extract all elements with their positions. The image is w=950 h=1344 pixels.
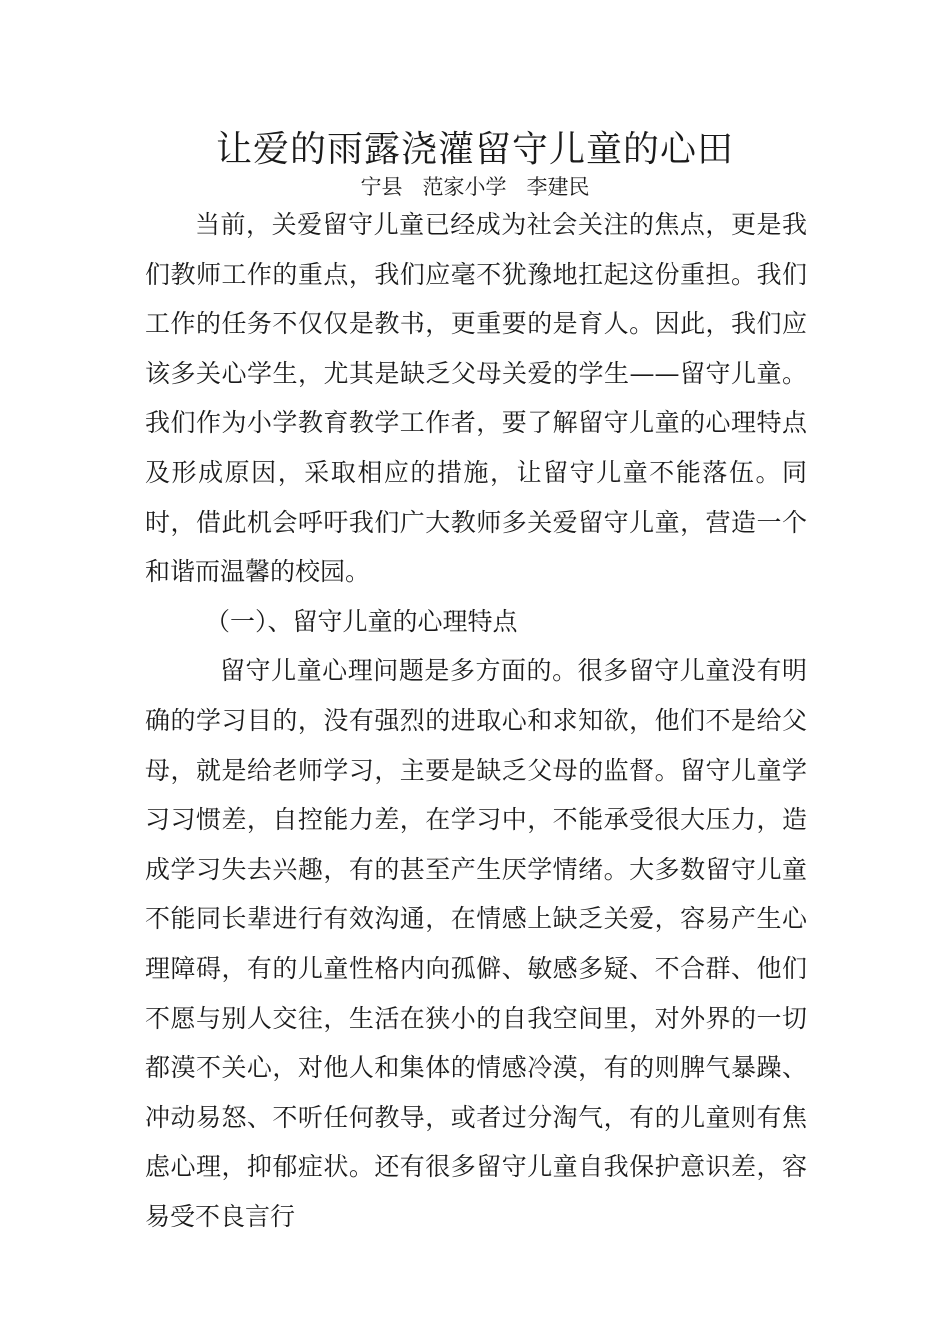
paragraph-intro: 当前，关爱留守儿童已经成为社会关注的焦点，更是我们教师工作的重点，我们应毫不犹豫地扛起这份重担。我们工作的任务不仅仅是教书，更重要的是育人。因此，我们应该多关心学生，尤其是缺乏父母关爱的学生——留守儿童。我们作为小学教育教学工作者，要了解留守儿童的心理特点及形成原因，采取相应的措施，让留守儿童不能落伍。同时，借此机会呼吁我们广大教师多关爱留守儿童，营造一个和谐而温馨的校园。 [145, 210, 807, 587]
paragraph-psychology: 留守儿童心理问题是多方面的。很多留守儿童没有明确的学习目的，没有强烈的进取心和求知欲，他们不是给父母，就是给老师学习，主要是缺乏父母的监督。留守儿童学习习惯差，自控能力差，在学习中，不能承受很大压力，造成学习失去兴趣，有的甚至产生厌学情绪。大多数留守儿童不能同长辈进行有效沟通，在情感上缺乏关爱，容易产生心理障碍，有的儿童性格内向孤僻、敏感多疑、不合群、他们不愿与别人交往，生活在狭小的自我空间里，对外界的一切都漠不关心，对他人和集体的情感冷漠，有的则脾气暴躁、冲动易怒、不听任何教导，或者过分淘气，有的儿童则有焦虑心理，抑郁症状。还有很多留守儿童自我保护意识差，容易受不良言行 [145, 656, 807, 1231]
section-heading: （一）、留守儿童的心理特点 [205, 606, 518, 636]
document-title: 让爱的雨露浇灌留守儿童的心田 [215, 129, 734, 170]
author-byline: 宁县 范家小学 李建民 [360, 175, 590, 199]
document-body [145, 200, 807, 1241]
